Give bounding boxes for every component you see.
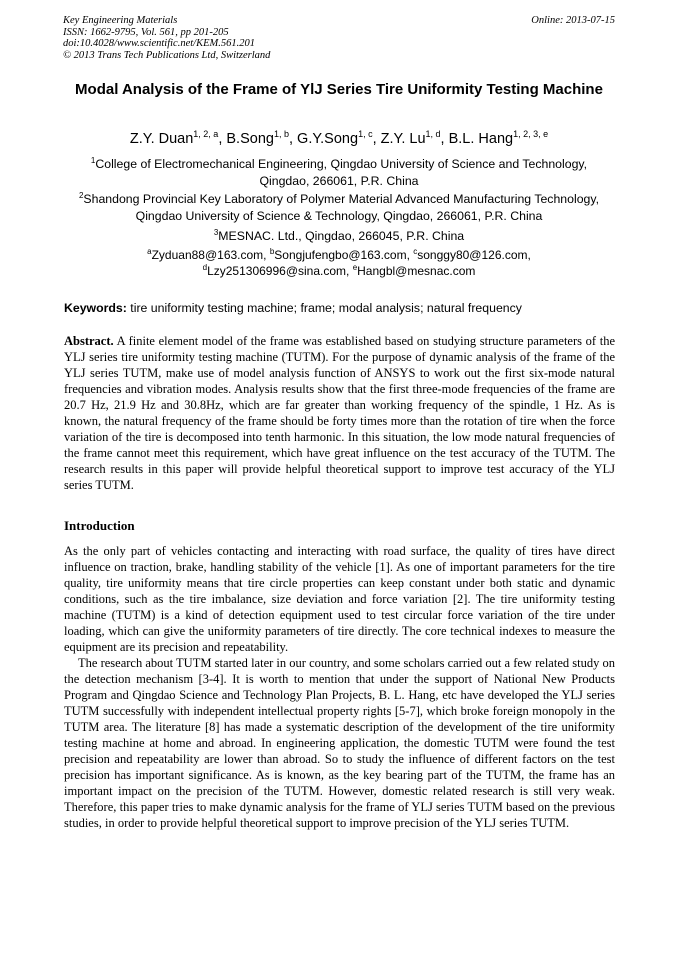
- copyright-line: © 2013 Trans Tech Publications Ltd, Switzerland: [63, 49, 271, 61]
- author: B.Song$^{1, b}$,: [226, 129, 298, 147]
- author: G.Y.Song$^{1, c}$,: [297, 129, 381, 147]
- affiliation-1: $^1$College of Electromechanical Engineering, Qingdao University of Science and Technology, Qingdao, 266061, P.R. China: [90, 156, 588, 188]
- abstract: [64, 333, 615, 493]
- abstract-label: Abstract.: [64, 334, 114, 348]
- keywords-label: Keywords:: [64, 301, 127, 315]
- journal-name: Key Engineering Materials: [63, 15, 178, 26]
- abstract-text: A finite element model of the frame was established based on studying structure parameters of the YLJ series tire uniformity testing machine (TUTM). For the purpose of dynamic analysis of the frame of the YLJ series TUTM, make use of model analysis function of ANSYS to work out the first six-mode natural frequencies and vibration modes. Analysis results show that the first three-mode frequencies of the frame are 20.7 Hz, 21.9 Hz and 30.8Hz, which are far greater than working frequency of the spindle, 1 Hz. As is known, the natural frequency of the frame should be forty times more than the rotation of tire when the force variation of the tire is decomposed into tenth harmonic. In this situation, the low mode natural frequencies of the frame cannot meet this requirement, which have great influence on the test accuracy of the TUTM. The research results in this paper will provide helpful theoretical support to improve test accuracy of the YLJ series TUTM.: [64, 334, 615, 492]
- author: Z.Y. Duan$^{1, 2, a}$,: [129, 129, 227, 147]
- email-list: [63, 248, 615, 279]
- keywords-text: tire uniformity testing machine; frame; modal analysis; natural frequency: [126, 301, 522, 315]
- email[interactable]: $^e$Hangbl@mesnac.com: [352, 262, 476, 278]
- keywords: [64, 300, 616, 316]
- paper-title: Modal Analysis of the Frame of YlJ Series Tire Uniformity Testing Machine: [75, 81, 603, 98]
- author: Z.Y. Lu$^{1, d}$,: [380, 129, 449, 147]
- email[interactable]: $^c$songgy80@126.com,: [413, 247, 531, 262]
- section-heading-introduction: Introduction: [64, 518, 135, 533]
- journal-header: [63, 15, 615, 61]
- paragraph: The research about TUTM started later in our country, and some scholars carried out a few related study on the detection mechanism [3-4]. It is worth to mention that under the support of National New Products Program and Qingdao Science and Technology Plan Projects, B. L. Hang, etc have developed the YLJ series TUTM successfully with independent intellectual property rights [5-7], which broke foreign monopoly in the TUTM area. The literature [8] has made a systematic description of the development of the tire uniformity testing machine at home and abroad. In engineering application, the domestic TUTM were found the test precision and repeatability are lower than abroad. So to study the influence of different factors on the test precision has important significance. As is known, as the key bearing part of the TUTM, the frame has an important impact on the precision of the TUTM. However, domestic related research is still very weak. Therefore, this paper tries to make dynamic analysis for the frame of YLJ series TUTM based on the previous studies, in order to provide helpful theoretical support to improve precision of the YLJ series TUTM.: [64, 656, 615, 830]
- email[interactable]: $^b$Songjufengbo@163.com,: [269, 247, 414, 262]
- author: B.L. Hang$^{1, 2, 3, e}$: [448, 129, 549, 147]
- affiliation-3: $^3$MESNAC. Ltd., Qingdao, 266045, P.R. China: [213, 228, 465, 243]
- affiliation-2: $^2$Shandong Provincial Key Laboratory of Polymer Material Advanced Manufacturing Technology, Qingdao University of Science & Technology, Qingdao, 266061, P.R. China: [78, 191, 600, 223]
- doi-line: doi:10.4028/www.scientific.net/KEM.561.201: [63, 38, 255, 49]
- email[interactable]: $^d$Lzy251306996@sina.com,: [202, 262, 353, 278]
- issn-line: ISSN: 1662-9795, Vol. 561, pp 201-205: [63, 26, 229, 38]
- introduction-body: [64, 543, 615, 831]
- paragraph: As the only part of vehicles contacting and interacting with road surface, the quality of tires have direct influence on traction, brake, handling stability of the vehicle [1]. As one of important parameters for the tire quality, tire uniformity means that tire circle properties can keep constant under both static and dynamic conditions, such as the tire imbalance, size deviation and force variation [2]. The tire uniformity testing machine (TUTM) is a kind of detection equipment used to test circular force variation of the tire under loading, which can give the uniformity parameters of tire directly. The core technical indexes to measure the equipment are its precision and repeatability.: [64, 544, 615, 654]
- author-list: [63, 130, 615, 148]
- online-date: Online: 2013-07-15: [531, 15, 615, 26]
- email[interactable]: $^a$Zyduan88@163.com,: [147, 247, 270, 262]
